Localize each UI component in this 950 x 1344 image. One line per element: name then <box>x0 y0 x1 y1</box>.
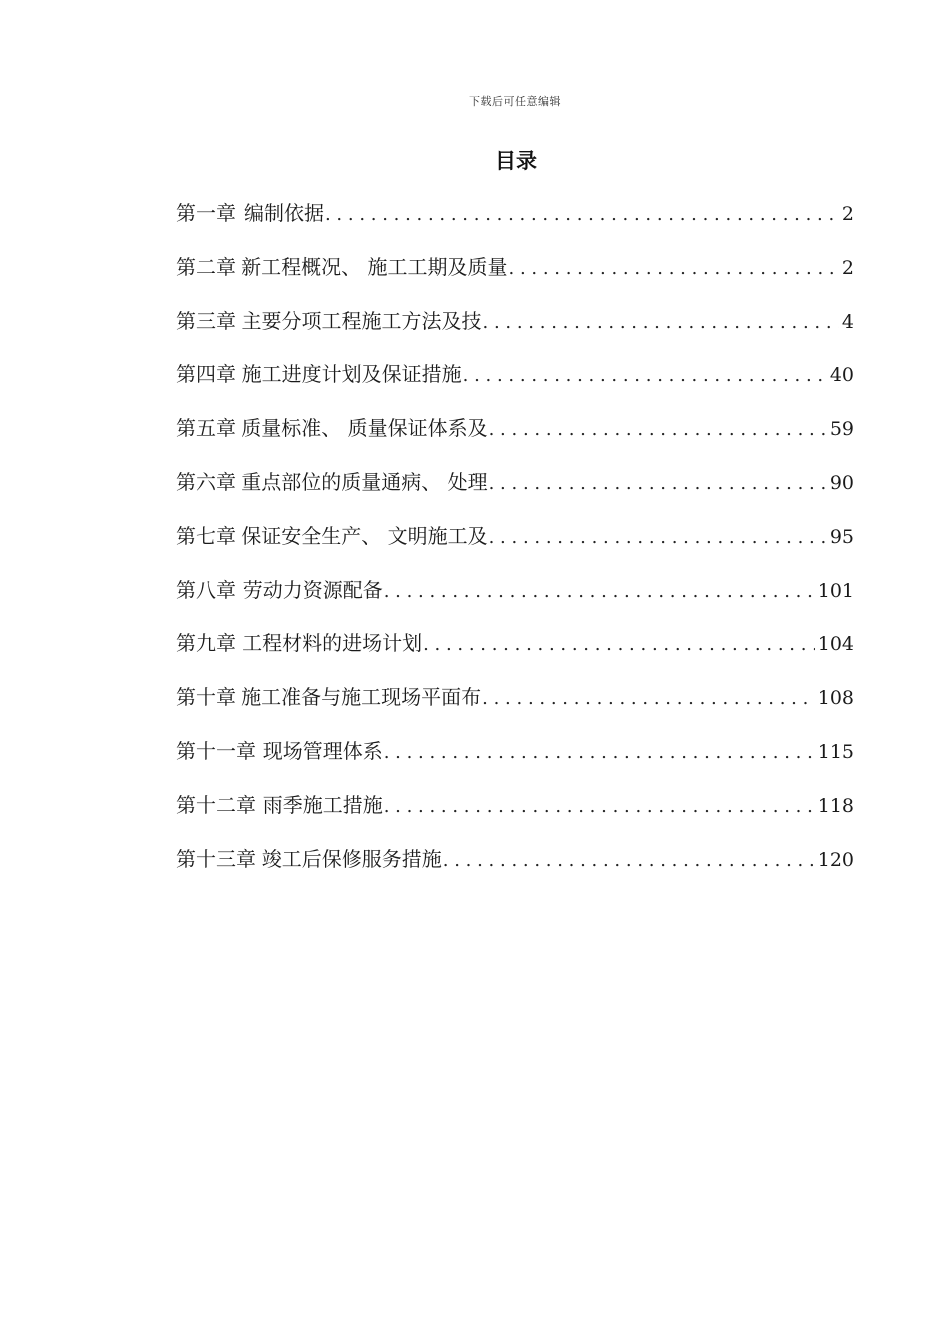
toc-entry <box>176 518 854 572</box>
toc-leader-dots <box>443 843 815 879</box>
toc-page-number: 4 <box>841 310 854 333</box>
toc-entry-title: 施工进度计划及保证措施 <box>241 362 462 387</box>
toc-entry <box>176 625 854 679</box>
toc-entry <box>176 679 854 733</box>
toc-chapter-label: 第八章 <box>176 577 236 602</box>
toc-entry <box>176 356 854 410</box>
toc-leader-dots <box>489 412 827 448</box>
toc-leader-dots <box>482 681 815 717</box>
toc-page-number: 101 <box>817 579 854 602</box>
toc-entry-title: 主要分项工程施工方法及技 <box>241 308 482 333</box>
toc-chapter-label: 第四章 <box>176 362 236 387</box>
toc-entry <box>176 303 854 357</box>
toc-chapter-label: 第九章 <box>176 631 236 656</box>
toc-chapter-label: 第一章 <box>176 201 236 225</box>
toc-chapter-label: 第十二章 <box>176 792 256 817</box>
toc-entry <box>176 572 854 626</box>
toc-entry <box>176 410 854 464</box>
toc-leader-dots <box>509 251 839 287</box>
toc-entry <box>176 249 854 303</box>
toc-entry-title: 竣工后保修服务措施 <box>261 846 442 871</box>
header-note: 下载后可任意编辑 <box>469 95 561 108</box>
toc-page-number: 115 <box>817 740 854 763</box>
toc-page-number: 108 <box>817 687 854 710</box>
toc-chapter-label: 第六章 <box>176 469 236 494</box>
toc-leader-dots <box>489 520 827 556</box>
toc-entry-title: 现场管理体系 <box>262 738 383 763</box>
toc-page-number: 95 <box>829 525 854 548</box>
toc-entry-title: 工程材料的进场计划 <box>242 631 423 656</box>
toc-entry <box>176 464 854 518</box>
toc-entry-title: 雨季施工措施 <box>262 792 383 817</box>
toc-entry <box>176 841 854 895</box>
toc-chapter-label: 第五章 <box>176 416 236 441</box>
toc-entry-title: 编制依据 <box>243 201 324 225</box>
toc-page-number: 120 <box>817 848 854 871</box>
toc-entry <box>176 787 854 841</box>
toc-page-number: 90 <box>829 471 854 494</box>
toc-chapter-label: 第十章 <box>176 685 236 710</box>
toc-entry <box>176 733 854 787</box>
toc-page-number: 2 <box>841 203 854 225</box>
toc-leader-dots <box>489 466 827 502</box>
toc-entry-title: 质量标准、 质量保证体系及 <box>241 416 488 441</box>
toc-leader-dots <box>384 789 815 825</box>
toc-chapter-label: 第三章 <box>176 308 236 333</box>
toc-leader-dots <box>325 197 839 233</box>
toc-chapter-label: 第二章 <box>176 254 236 279</box>
toc-page-number: 40 <box>829 364 854 387</box>
toc-leader-dots <box>483 305 839 341</box>
toc-leader-dots <box>423 627 815 663</box>
toc-page-number: 59 <box>829 418 854 441</box>
toc-page-number: 118 <box>817 794 854 817</box>
toc-leader-dots <box>463 358 827 394</box>
toc-page-number: 104 <box>817 633 854 656</box>
toc-chapter-label: 第七章 <box>176 523 236 548</box>
toc-entry-title: 保证安全生产、 文明施工及 <box>241 523 488 548</box>
toc-entry <box>176 195 854 249</box>
toc-chapter-label: 第十三章 <box>176 846 256 871</box>
toc-entry-title: 新工程概况、 施工工期及质量 <box>241 254 508 279</box>
toc-title: 目录 <box>495 149 537 173</box>
toc-entry-title: 重点部位的质量通病、 处理 <box>241 469 488 494</box>
toc-leader-dots <box>384 735 815 771</box>
toc-entry-title: 劳动力资源配备 <box>242 577 383 602</box>
toc-page-number: 2 <box>841 256 854 279</box>
toc-list <box>176 195 854 894</box>
toc-chapter-label: 第十一章 <box>176 738 256 763</box>
toc-leader-dots <box>384 574 815 610</box>
toc-entry-title: 施工准备与施工现场平面布 <box>241 685 482 710</box>
